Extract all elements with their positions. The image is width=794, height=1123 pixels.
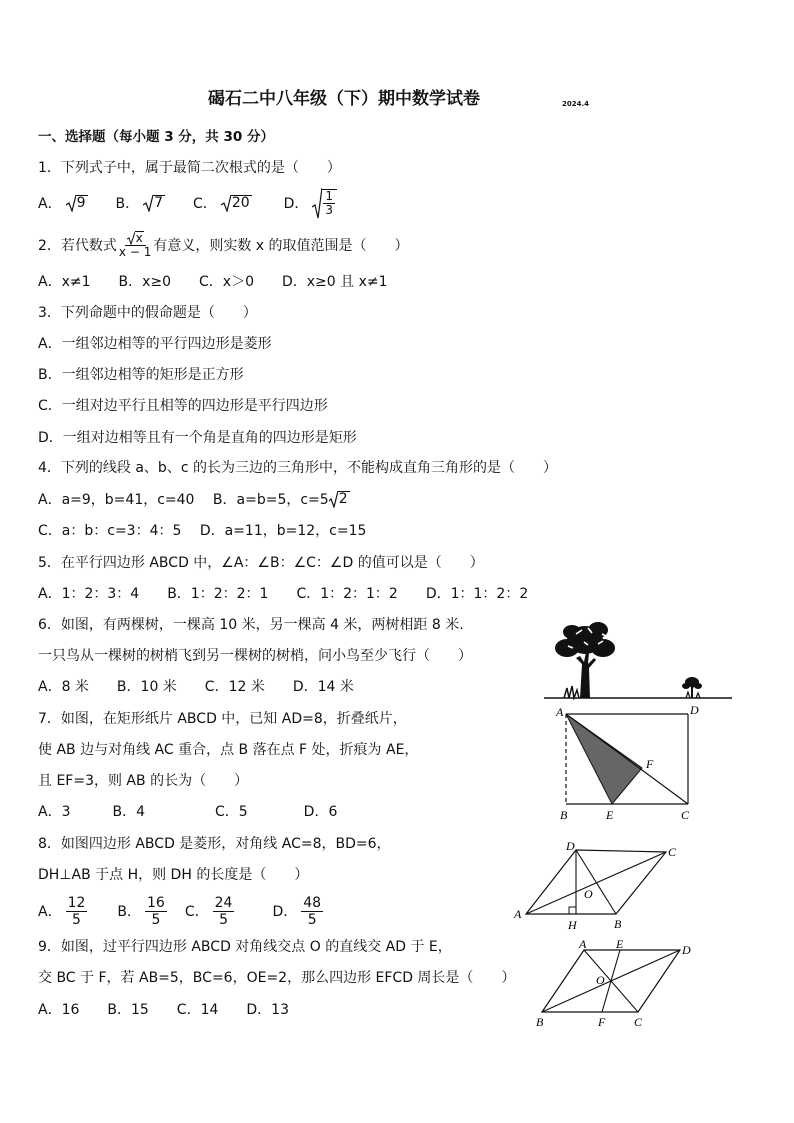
exam-date: 2024.4 — [562, 100, 590, 108]
q6-trees-figure — [540, 612, 734, 702]
q7-line2: 使 AB 边与对角线 AC 重合，点 B 落在点 F 处，折痕为 AE， — [38, 742, 419, 758]
folded-triangle — [566, 714, 642, 804]
label-O: O — [584, 887, 593, 901]
q6-line1: 6．如图，有两棵树，一棵高 10 米，另一棵高 4 米，两树相距 8 米. — [38, 617, 464, 633]
q2-stem-suffix: 有意义，则实数 x 的取值范围是（ ） — [153, 238, 409, 254]
q3-option-d[interactable]: D．一组对边相等且有一个角是直角的四边形是矩形 — [38, 430, 357, 446]
label-B: B — [614, 917, 622, 931]
label-B: B — [536, 1015, 544, 1029]
q7-options: A．3 B．4 C．5 D．6 — [38, 804, 338, 820]
label-B: B — [560, 808, 568, 822]
page-title: 碣石二中八年级（下）期中数学试卷 — [208, 89, 480, 109]
q3-option-a[interactable]: A．一组邻边相等的平行四边形是菱形 — [38, 336, 272, 352]
q5-stem: 5．在平行四边形 ABCD 中，∠A：∠B：∠C：∠D 的值可以是（ ） — [38, 555, 484, 571]
q3-stem: 3．下列命题中的假命题是（ ） — [38, 305, 257, 321]
q6-options: A．8 米 B．10 米 C．12 米 D．14 米 — [38, 679, 354, 695]
q1-option-d-denominator: 3 — [325, 203, 334, 217]
label-E: E — [616, 937, 624, 951]
q2-numerator: x — [135, 231, 143, 245]
q1-option-b-radical[interactable] — [143, 194, 165, 212]
q1-option-d-label: D． — [283, 196, 309, 212]
q4-options-ab — [38, 484, 350, 514]
q8-line2: DH⊥AB 于点 H，则 DH 的长度是（ ） — [38, 867, 309, 883]
q8-option-c[interactable]: $\frac{24}{5}$ — [214, 894, 233, 928]
label-A: A — [514, 907, 522, 921]
q2-stem-prefix: 2．若代数式 — [38, 238, 117, 254]
q8-option-b[interactable]: $\frac{16}{5}$ — [147, 894, 165, 928]
q1-stem: 1．下列式子中，属于最简二次根式的是（ ） — [38, 160, 341, 176]
q5-options: A．1：2：3：4 B．1：2：2：1 C．1：2：1：2 D．1：1：2：2 — [38, 586, 529, 602]
line-ef — [602, 950, 620, 1012]
q3-option-b[interactable]: B．一组邻边相等的矩形是正方形 — [38, 367, 244, 383]
q1-option-a-radical[interactable] — [66, 194, 88, 212]
q9-line2: 交 BC 于 F，若 AB=5，BC=6，OE=2，那么四边形 EFCD 周长是（ ） — [38, 970, 516, 986]
q7-line1: 7．如图，在矩形纸片 ABCD 中，已知 AD=8，折叠纸片， — [38, 711, 407, 727]
q4-option-b-radical — [329, 490, 350, 508]
q8-options — [38, 893, 323, 929]
label-E: E — [606, 808, 614, 822]
q2-denominator: x − 1 — [118, 245, 152, 259]
label-O: O — [596, 973, 605, 987]
q2-stem — [38, 229, 409, 261]
q3-option-c[interactable]: C．一组对边平行且相等的四边形是平行四边形 — [38, 398, 328, 414]
label-C: C — [668, 845, 677, 859]
label-A: A — [556, 705, 564, 719]
label-H: H — [568, 918, 577, 932]
q1-option-d-numerator: 1 — [325, 189, 334, 203]
q1-option-d-radical[interactable] — [312, 187, 337, 219]
label-D: D — [682, 943, 691, 957]
q1-option-c-radical[interactable] — [221, 194, 252, 212]
q1-option-c-value: 20 — [231, 195, 250, 211]
q1-option-a-label: A． — [38, 196, 62, 212]
q6-line2: 一只鸟从一棵树的树梢飞到另一棵树的树梢，问小鸟至少飞行（ ） — [38, 648, 472, 664]
tall-tree — [555, 622, 615, 698]
q8-option-d[interactable]: $\frac{48}{5}$ — [303, 894, 322, 928]
q4-option-b-radicand: 2 — [338, 491, 348, 507]
short-tree — [682, 677, 702, 698]
q1-option-a-value: 9 — [76, 195, 86, 211]
q8-line1: 8．如图四边形 ABCD 是菱形，对角线 AC=8，BD=6， — [38, 836, 391, 852]
q9-options: A．16 B．15 C．14 D．13 — [38, 1002, 289, 1018]
label-C: C — [681, 808, 690, 822]
q2-expression — [117, 231, 153, 259]
q8-option-a-label: A． — [38, 904, 62, 920]
q4-stem: 4．下列的线段 a、b、c 的长为三边的三角形中，不能构成直角三角形的是（ ） — [38, 460, 557, 476]
label-D: D — [690, 703, 699, 717]
q8-option-a[interactable]: $\frac{12}{5}$ — [67, 894, 86, 928]
label-D: D — [566, 839, 575, 853]
label-F: F — [646, 757, 654, 771]
label-F: F — [598, 1015, 606, 1029]
q7-rectangle-figure — [548, 700, 708, 825]
q1-option-c-label: C． — [193, 196, 217, 212]
q9-parallelogram-figure — [532, 936, 704, 1032]
q4-option-ab-text: A．a=9，b=41，c=40 B．a=b=5，c=5 — [38, 492, 329, 508]
diagonal-bd — [576, 850, 616, 914]
q7-line3: 且 EF=3，则 AB 的长为（ ） — [38, 773, 249, 789]
diagonal-ac — [566, 714, 688, 804]
q8-option-c-label: C． — [184, 904, 209, 920]
q1-option-b-label: B． — [115, 196, 140, 212]
label-C: C — [634, 1015, 643, 1029]
q9-line1: 9．如图，过平行四边形 ABCD 对角线交点 O 的直线交 AD 于 E， — [38, 939, 452, 955]
q1-option-b-value: 7 — [154, 195, 164, 211]
section-heading: 一、选择题（每小题 3 分，共 30 分） — [38, 129, 274, 145]
q8-option-b-label: B． — [117, 904, 142, 920]
q8-option-d-label: D． — [272, 904, 298, 920]
label-A: A — [579, 937, 587, 951]
q1-options — [38, 188, 337, 218]
q4-options-cd: C．a：b：c=3：4：5 D．a=11，b=12，c=15 — [38, 523, 367, 539]
q2-options: A．x≠1 B．x≥0 C．x＞0 D．x≥0 且 x≠1 — [38, 274, 388, 290]
q8-rhombus-figure — [508, 838, 682, 932]
